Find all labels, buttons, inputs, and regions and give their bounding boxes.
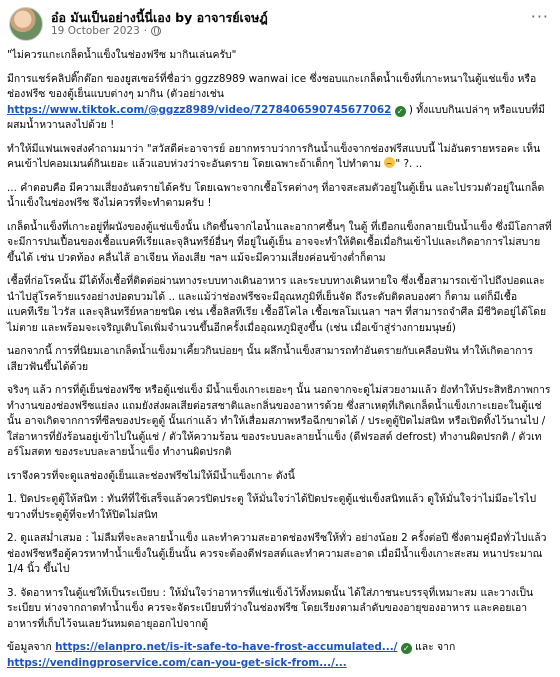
tiktok-link[interactable]: https://www.tiktok.com/@ggzz8989/video/7278406590745677062 [7, 103, 392, 116]
list-item-defrost: 2. ดูแลสม่ำเสมอ : ไม่ลืมที่จะละลายน้ำแข็ง และทำความสะอาดช่องฟรีซให้ทั่ว อย่างน้อย 2 ครั้งต่อปี ซึ่งตามคู่มือทั่วไปแล้ว ช่องฟรีซหรือตู้ควรหาทำน้ำแข็งในตู้เย็นนั้น ควรจะต้องดีฟรอสต์และทำความสะอาด เมื่อมีน้ำแข็งเกาะสะสม หนาประมาณ 1/4 นิ้ว ขึ้นไป [7, 532, 547, 575]
source-link-elanpro[interactable]: https://elanpro.net/is-it-safe-to-have-frost-accumulated.../ [55, 641, 398, 653]
sources-label: ข้อมูลจาก [7, 641, 56, 653]
paragraph-answer: ... คำตอบคือ มีความเสี่ยงอันตรายได้ครับ โดยเฉพาะจากเชื้อโรคต่างๆ ที่อาจสะสมตัวอยู่ในตู้เย็น และไปรวมตัวอยู่ในเกล็ดน้ำแข็งในช่องฟรีซ จึงไม่ควรที่จะทำตามครับ ! [7, 181, 545, 209]
paragraph-text: มีการแชร์คลิปติ๊กต๊อก ของยูสเซอร์ที่ชื่อว่า ggzz8989 wanwai ice ซึ่งชอบแกะเกล็ดน้ำแข็งที่เกาะหนาในตู้แช่แข็ง หรือช่องฟรีซ ของตู้เย็นแบบต่างๆ มากิน (ตัวอย่างเช่น [7, 72, 537, 100]
sources-connector: และ จาก [411, 641, 456, 653]
post-header [9, 7, 549, 41]
paragraph-teeth: นอกจากนี้ การที่นิยมเอาเกล็ดน้ำแข็งมาเคี้ยวกินบ่อยๆ นั้น ผลึกน้ำแข็งสามารถทำอันตรายกับเคลือบฟัน ทำให้เกิดอาการเสียวฟันขึ้นได้ด้วย [7, 345, 533, 373]
avatar[interactable] [9, 7, 43, 41]
paragraph-causes: จริงๆ แล้ว การที่ตู้เย็นช่องฟรีซ หรือตู้แช่แข็ง มีน้ำแข็งเกาะเยอะๆ นั้น นอกจากจะดูไม่สวยงามแล้ว ยังทำให้ประสิทธิภาพการทำงานของช่องฟรีซแย่ลง แถมยังส่งผลเสียต่อรสชาติและกลิ่นของอาหารด้วย ซึ่งสาเหตุที่เกิดเกล็ดน้ำแข็งเกาะเยอะในตู้แช่นั้น อาจเกิดจากการที่ซีลของประตูตู้ นั้นเก่าแล้ว ทำให้เสื่อมสภาพหรือฉีกขาดได้ / ประตูตู้ปิดไม่สนิท หรือเปิดทิ้งไว้นานไป / ใส่อาหารที่ยังร้อนอยู่เข้าไปในตู้แช่ / ตัวให้ความร้อน ของระบบละลายน้ำแข็ง (ดีฟรอสต์ defrost) ทำงานผิดปรกติ / ตัวเทอร์โมสตท ของระบบละลายน้ำแข็ง ทำงานผิดปรกติ [7, 384, 551, 458]
source-link-vendingpro[interactable]: https://vendingproservice.com/can-you-get-sick-from.../... [7, 656, 347, 669]
paragraph-text: ทำให้มีแฟนเพจส่งคำถามมาว่า "สวัสดีค่ะอาจารย์ อยากทราบว่าการกินน้ำแข็งจากช่องฟรีสแบบนี้ ไม่อันตรายหรอคะ เห็นคนเข้าไปคอมเมนต์กินเยอะ แล้วแอบห่วงว่าจะอันตราย โดยเฉพาะถ้าเด็กๆ ไปทำตาม [7, 142, 541, 170]
list-item-organize: 3. จัดอาหารในตู้แช่ให้เป็นระเบียบ : ให้มั่นใจว่าอาหารที่แช่แข็งไว้ทั้งหมดนั้น ได้ใส่ภาชนะบรรจุที่เหมาะสม และวางเป็นระเบียบ ห่างจากถาดทำน้ำแข็ง ควรจะจัดระเบียบที่ว่างในช่องฟรีซ โดยเรียงตามลำดับของอายุของอาหาร และคอยเอาอาหารที่เก็บไว้จนเลยวันหมดอายุออกไปจากตู้ [7, 586, 534, 630]
paragraph-frost-cause: เกล็ดน้ำแข็งที่เกาะอยู่ที่ผนังของตู้แช่แข็งนั้น เกิดขึ้นจากไอน้ำและอากาศชื้นๆ ในตู้ ที่เยือกแข็งกลายเป็นน้ำแข็ง ซึ่งมีโอกาสที่จะมีการปนเปื้อนของเชื้อแบคทีเรียและจุลินทรีย์อื่นๆ ที่อยู่ในตู้เย็น อาจจะทำให้ติดเชื้อเมื่อกินเข้าไปและเกิดอาการไม่สบายขึ้นได้ เช่น ปวดท้อง คลื่นไส้ อาเจียน ท้องเสีย ฯลฯ แม้จะมีความเสี่ยงค่อนข้างต่ำก็ตาม [7, 220, 552, 264]
meta-separator: · [143, 25, 148, 37]
sweat-smile-emoji-icon [384, 157, 395, 168]
more-options-icon[interactable]: ··· [530, 7, 549, 26]
post-date[interactable]: 19 October 2023 [51, 25, 140, 37]
author-name[interactable]: อ๋อ มันเป็นอย่างนี้นี่เอง by อาจารย์เจษฎ์ [51, 10, 268, 25]
paragraph-sources [7, 640, 553, 671]
post-headline: "ไม่ควรแกะเกล็ดน้ำแข็งในช่องฟรีซ มากินเล่นครับ" [7, 49, 237, 61]
paragraph-tiktok [7, 72, 553, 134]
paragraph-text: ) ทั้งแบบกินเปล่าๆ หรือแบบที่มีผสมน้ำหวานลงไปด้วย ! [7, 103, 545, 131]
paragraph-care-intro: เราจึงควรที่จะดูแลช่องตู้เย็นและช่องฟรีซไม่ให้มีน้ำแข็งเกาะ ดังนี้ [7, 469, 295, 482]
post-body [7, 48, 553, 677]
post-meta [51, 25, 161, 37]
paragraph-text: " ?. .. [395, 158, 423, 170]
paragraph-pathogens: เชื้อที่ก่อโรคนั้น มีได้ทั้งเชื้อที่ติดต่อผ่านทางระบบทางเดินอาหาร และระบบทางเดินหายใจ ซึ่งเชื้อสามารถเข้าไปถึงปอดและนำไปสู่โรคร้ายแรงอย่างปอดบวมได้ .. และแม้ว่าช่องฟรีซจะมีอุณหภูมิที่เย็นจัด ถึงระดับติดลบองศา ก็ตาม แต่ก็มีเชื้อแบคทีเรีย ไวรัส และจุลินทรีย์หลายชนิด เช่น เชื้อลิสทีเรีย เชื้ออีโคไล เชื้อเซลโมเนลา ฯลฯ ที่สามารถจำศีล มีชีวิตอยู่ได้โดยไม่ตาย และพร้อมจะเจริญเติบโตเพิ่มจำนวนขึ้นอีกครั้งเมื่ออุณหภูมิสูงขึ้น (เช่น เมื่อเข้าสู่ร่างกายมนุษย์) [7, 275, 547, 334]
list-item-close-door: 1. ปิดประตูตู้ให้สนิท : ทันทีที่ใช้เสร็จแล้วควรปิดประตู ให้มั่นใจว่าได้ปิดประตูตู้แช่แข็งสนิทแล้ว ดูให้มั่นใจว่าไม่มีอะไรไปขวางที่ประตูตู้ที่จะทำให้ปิดไม่สนิท [7, 493, 537, 521]
globe-icon [151, 26, 161, 36]
check-mark-emoji-icon: ✓ [395, 106, 406, 117]
paragraph-question [7, 142, 553, 173]
check-mark-emoji-icon: ✓ [401, 643, 412, 654]
